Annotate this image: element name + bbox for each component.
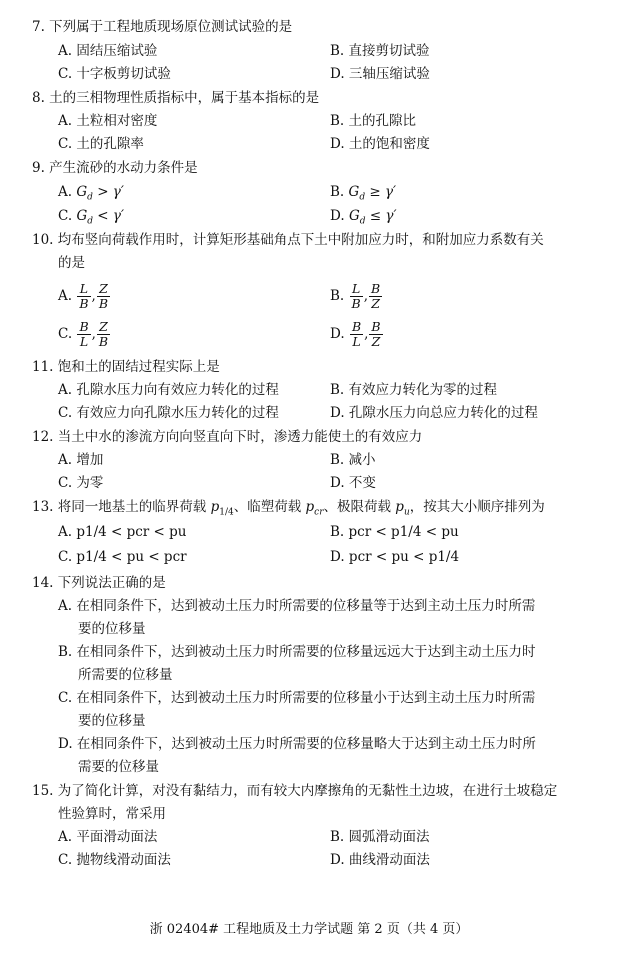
question-10-stem-line2: 的是 (58, 255, 85, 271)
option-label: D. (330, 208, 345, 224)
question-12-stem: 12. 当土中水的渗流方向向竖直向下时，渗透力能使土的有效应力 (32, 429, 423, 445)
numerator: B (371, 319, 381, 334)
question-11-option-b: B. 有效应力转化为零的过程 (330, 382, 498, 398)
question-12-option-b: B. 减小 (330, 452, 376, 468)
math-symbol: p (210, 499, 220, 515)
question-11-option-d: D. 孔隙水压力向总应力转化的过程 (330, 405, 538, 421)
question-14-option-b-line1: B. 在相同条件下，达到被动土压力时所需要的位移量远远大于达到主动土压力时 (58, 644, 536, 660)
math-symbol: p (395, 499, 404, 515)
question-10-stem-line1: 10. 均布竖向荷载作用时，计算矩形基础角点下土中附加应力时，和附加应力系数有关 (32, 232, 544, 248)
math-symbol: G (348, 208, 360, 224)
question-15-stem-line1: 15. 为了简化计算，对没有黏结力，而有较大内摩擦角的无黏性土边坡，在进行土坡稳定 (32, 783, 558, 799)
question-15-option-a: A. 平面滑动面法 (58, 829, 158, 845)
question-14-option-c-line1: C. 在相同条件下，达到被动土压力时所需要的位移量小于达到主动土压力时所需 (58, 690, 536, 706)
question-9-stem: 9. 产生流砂的水动力条件是 (32, 160, 198, 176)
math-symbol: p (305, 499, 315, 515)
question-12-option-d: D. 不变 (330, 475, 376, 491)
stem-text: 、临塑荷载 (233, 499, 306, 515)
question-13-option-a: A. p1/4 < pcr < pu (58, 524, 187, 540)
math-symbol: G (76, 184, 88, 200)
denominator: Z (371, 296, 380, 311)
question-14-option-a-line1: A. 在相同条件下，达到被动土压力时所需要的位移量等于达到主动土压力时所需 (58, 598, 536, 614)
question-11-option-a: A. 孔隙水压力向有效应力转化的过程 (58, 382, 279, 398)
denominator: B (351, 296, 361, 311)
math-symbol: G (76, 208, 88, 224)
option-label: C. (58, 326, 73, 342)
math-subscript: d (359, 216, 366, 227)
numerator: B (351, 319, 362, 334)
fraction (77, 320, 90, 349)
question-14-stem: 14. 下列说法正确的是 (32, 575, 166, 591)
question-15-stem-line2: 性验算时，常采用 (58, 806, 166, 822)
question-10-option-d: D. $\frac{B}{L}$ , $\frac{B}{Z}$ (330, 319, 381, 349)
stem-text: ，按其大小顺序排列为 (409, 499, 545, 515)
option-label: B. (330, 184, 345, 200)
numerator: L (350, 282, 363, 297)
denominator: Z (371, 334, 381, 349)
fraction (350, 320, 363, 349)
question-11-option-c: C. 有效应力向孔隙水压力转化的过程 (58, 405, 279, 421)
numerator: L (77, 282, 90, 297)
numerator: Z (97, 282, 110, 297)
denominator: L (352, 334, 361, 349)
denominator: B (98, 296, 109, 311)
numerator: B (79, 319, 89, 334)
math-relation: ≥ γ′ (365, 184, 397, 200)
stem-text: 、极限荷载 (323, 499, 396, 515)
question-7-stem: 7. 下列属于工程地质现场原位测试试验的是 (32, 19, 293, 35)
math-relation: > γ′ (92, 184, 124, 200)
page-footer: 浙 02404# 工程地质及土力学试题 第 2 页（共 4 页） (149, 922, 469, 937)
fraction (97, 320, 110, 349)
question-10-option-b: B. $\frac{L}{B}$ , $\frac{B}{Z}$ (330, 281, 381, 311)
question-13-option-c: C. p1/4 < pu < pcr (58, 549, 187, 565)
question-8-option-b: B. 土的孔隙比 (330, 113, 417, 129)
option-label: B. (330, 288, 345, 304)
question-13-option-b: B. pcr < p1/4 < pu (330, 524, 459, 540)
question-13-stem (32, 496, 545, 524)
question-13-option-d: D. pcr < pu < p1/4 (330, 549, 460, 565)
math-subscript: u (403, 507, 410, 518)
question-7-option-a: A. 固结压缩试验 (58, 43, 158, 59)
denominator: B (79, 296, 89, 311)
question-12-option-a: A. 增加 (58, 452, 104, 468)
question-10-option-c: C. $\frac{B}{L}$ , $\frac{Z}{B}$ (58, 319, 109, 349)
question-7-option-c: C. 十字板剪切试验 (58, 66, 171, 82)
question-14-option-d-line1: D. 在相同条件下，达到被动土压力时所需要的位移量略大于达到主动土压力时所 (58, 736, 536, 752)
math-relation: < γ′ (93, 208, 125, 224)
fraction (369, 320, 382, 349)
question-15-option-c: C. 抛物线滑动面法 (58, 852, 171, 868)
question-8-option-a: A. 土粒相对密度 (58, 113, 158, 129)
denominator: L (79, 334, 89, 349)
fraction (369, 282, 382, 311)
option-label: A. (58, 184, 73, 200)
option-label: A. (58, 288, 73, 304)
numerator: B (371, 281, 381, 296)
question-8-stem: 8. 土的三相物理性质指标中，属于基本指标的是 (32, 90, 320, 106)
math-subscript: cr (314, 507, 324, 518)
question-14-option-b-line2: 所需要的位移量 (78, 667, 173, 683)
option-label: D. (330, 326, 345, 342)
question-8-option-d: D. 土的饱和密度 (330, 136, 430, 152)
question-14-option-c-line2: 要的位移量 (78, 713, 146, 729)
denominator: B (98, 334, 109, 349)
math-relation: ≤ γ′ (365, 208, 397, 224)
question-10-option-a: A. $\frac{L}{B}$ , $\frac{Z}{B}$ (58, 281, 109, 311)
math-subscript: 1/4 (219, 507, 234, 518)
question-15-option-d: D. 曲线滑动面法 (330, 852, 430, 868)
question-15-option-b: B. 圆弧滑动面法 (330, 829, 430, 845)
question-8-option-c: C. 土的孔隙率 (58, 136, 144, 152)
option-label: C. (58, 208, 73, 224)
question-14-option-d-line2: 需要的位移量 (78, 759, 159, 775)
question-7-option-d: D. 三轴压缩试验 (330, 66, 430, 82)
question-12-option-c: C. 为零 (58, 475, 104, 491)
fraction (77, 282, 90, 311)
math-subscript: d (87, 216, 93, 227)
question-14-option-a-line2: 要的位移量 (78, 621, 146, 637)
fraction (350, 282, 363, 311)
math-subscript: d (359, 192, 366, 203)
question-7-option-b: B. 直接剪切试验 (330, 43, 430, 59)
fraction (97, 282, 110, 311)
stem-text: 13. 将同一地基土的临界荷载 (32, 499, 211, 515)
math-symbol: G (348, 184, 360, 200)
numerator: Z (97, 320, 110, 335)
math-subscript: d (87, 192, 93, 203)
question-11-stem: 11. 饱和土的固结过程实际上是 (32, 359, 220, 375)
